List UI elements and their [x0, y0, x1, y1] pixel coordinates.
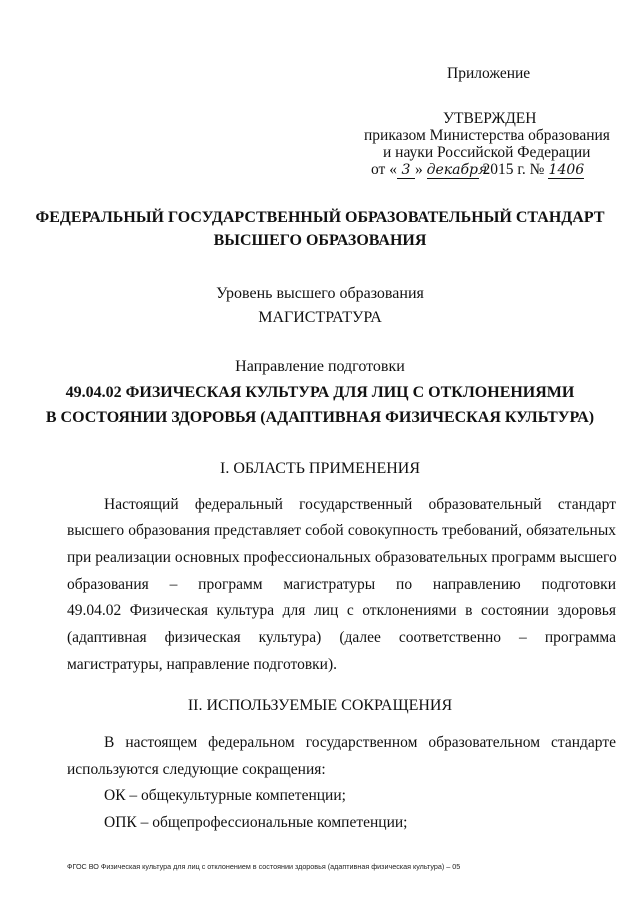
level-value: МАГИСТРАТУРА — [258, 309, 382, 326]
section-1-heading: I. ОБЛАСТЬ ПРИМЕНЕНИЯ — [219, 460, 421, 477]
order-date-line — [371, 161, 584, 179]
appendix-label: Приложение — [447, 65, 531, 82]
section-1-paragraph-line: Настоящий федеральный государственный образовательный стандарт — [104, 496, 616, 513]
date-mid: » — [414, 161, 423, 178]
date-prefix: от « — [371, 161, 397, 178]
direction-line-2: В СОСТОЯНИИ ЗДОРОВЬЯ (АДАПТИВНАЯ ФИЗИЧЕСКАЯ КУЛЬТУРА) — [45, 409, 595, 426]
abbreviation-item: ОК – общекультурные компетенции; — [104, 787, 346, 804]
handwritten-order-number: 1406 — [548, 162, 585, 178]
direction-line-1: 49.04.02 ФИЗИЧЕСКАЯ КУЛЬТУРА ДЛЯ ЛИЦ С ОТКЛОНЕНИЯМИ — [65, 384, 575, 401]
section-1-paragraph-line: магистратуры, направление подготовки). — [67, 656, 338, 673]
section-2-paragraph-line: используются следующие сокращения: — [67, 761, 326, 778]
section-1-paragraph-line: при реализации основных профессиональных образовательных программ высшего — [67, 549, 617, 566]
level-label: Уровень высшего образования — [216, 285, 424, 302]
section-1-paragraph-line: высшего образования представляет собой совокупность требований, обязательных — [67, 522, 616, 539]
order-line-1: приказом Министерства образования — [364, 127, 610, 144]
page-footer: ФГОС ВО Физическая культура для лиц с отклонением в состоянии здоровья (адаптивная физическая культура) – 05 — [67, 862, 461, 871]
title-line-2: ВЫСШЕГО ОБРАЗОВАНИЯ — [213, 232, 427, 249]
section-1-paragraph-line: (адаптивная физическая культура) (далее соответственно – программа — [67, 629, 616, 646]
direction-label: Направление подготовки — [235, 358, 405, 375]
title-line-1: ФЕДЕРАЛЬНЫЙ ГОСУДАРСТВЕННЫЙ ОБРАЗОВАТЕЛЬНЫЙ СТАНДАРТ — [35, 209, 605, 226]
date-year: 2015 г. № — [482, 161, 545, 178]
handwritten-day: 3 — [397, 163, 415, 179]
section-1-paragraph-line: 49.04.02 Физическая культура для лиц с отклонениями в состоянии здоровья — [67, 602, 616, 619]
section-2-paragraph-line: В настоящем федеральном государственном образовательном стандарте — [104, 734, 616, 751]
section-2-heading: II. ИСПОЛЬЗУЕМЫЕ СОКРАЩЕНИЯ — [187, 697, 453, 714]
order-line-2: и науки Российской Федерации — [383, 144, 591, 161]
handwritten-month: декабря — [426, 162, 488, 178]
approved-label: УТВЕРЖДЕН — [443, 110, 537, 127]
section-1-paragraph-line: образования – программ магистратуры по направлению подготовки — [67, 576, 616, 593]
abbreviation-item: ОПК – общепрофессиональные компетенции; — [104, 814, 408, 831]
